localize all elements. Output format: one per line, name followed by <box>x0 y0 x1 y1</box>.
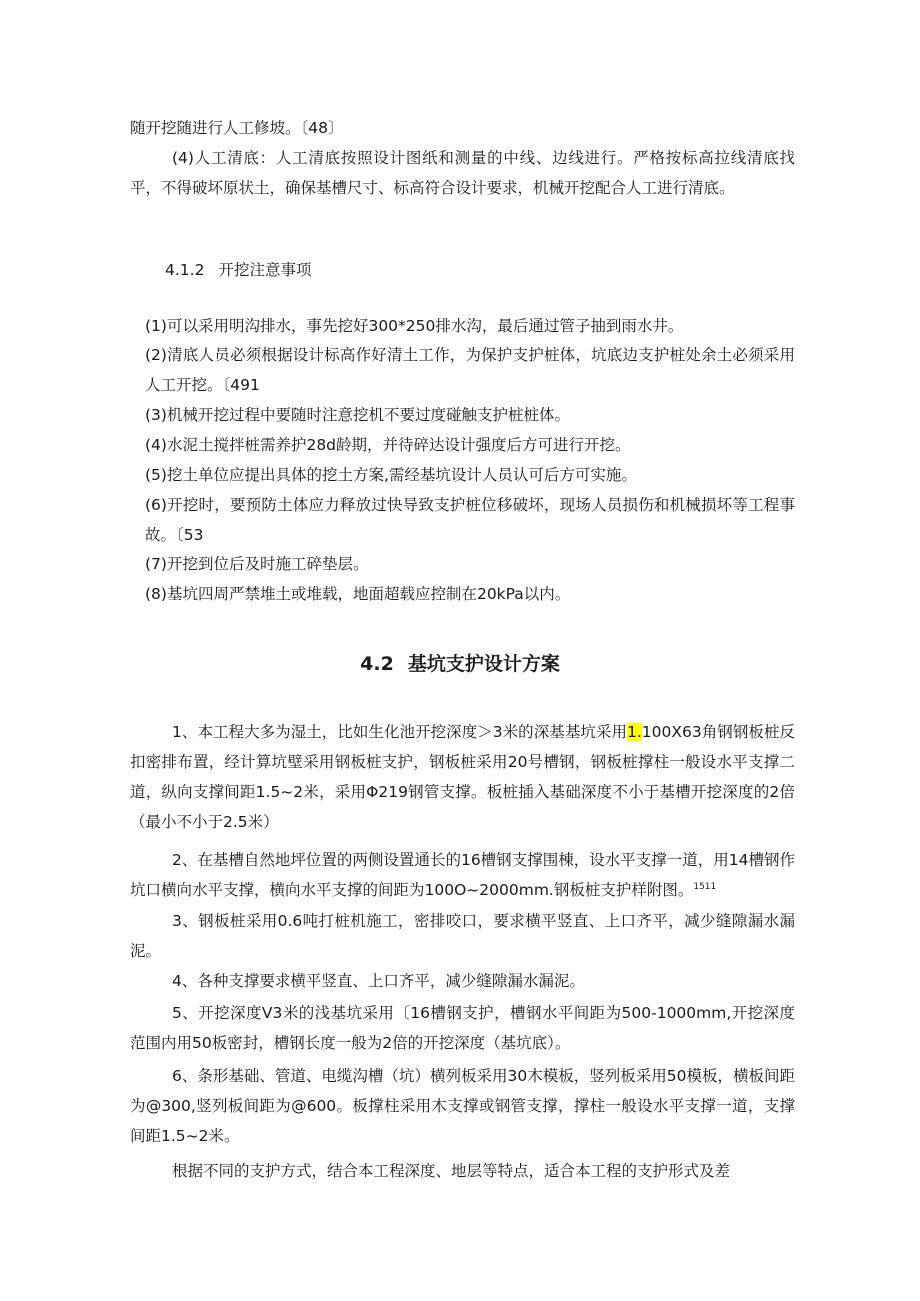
support-item-2-text: 2、在基槽自然地坪位置的两侧设置通长的16槽钢支撑围棟，设水平支撑一道，用14槽钢作坑口横向水平支撑，横向水平支撑的间距为100O~2000mm.钢板桩支护样附图。 <box>130 851 795 899</box>
note-item: (7)开挖到位后及时施工碎垫层。 <box>145 555 369 573</box>
note-item: (4)水泥土搅拌桩需养护28d龄期，并待碎达设计强度后方可进行开挖。 <box>145 436 631 454</box>
highlighted-text: 1. <box>627 723 642 741</box>
subsection-heading <box>165 255 311 285</box>
support-item-1-text: 1、本工程大多为湿土，比如生化池开挖深度＞3米的深基基坑采用 <box>172 723 627 741</box>
note-item: (2)清底人员必须根据设计标高作好清土工作，为保护支护桩体，坑底边支护桩处余土必须采用人工开挖。〔491 <box>145 346 795 394</box>
section-title: 基坑支护设计方案 <box>407 653 560 675</box>
support-item-2 <box>130 845 795 905</box>
support-item-5: 5、开挖深度V3米的浅基坑采用〔16槽钢支护，槽钢水平间距为500-1000mm,开挖深度范围内用50板密封，槽钢长度一般为2倍的开挖深度（基坑底）。 <box>130 1004 795 1052</box>
support-item-3: 3、钢板桩采用0.6吨打桩机施工，密排咬口，要求横平竖直、上口齐平，减少缝隙漏水漏泥。 <box>130 912 795 960</box>
note-item: (8)基坑四周严禁堆土或堆载，地面超载应控制在20kPa以内。 <box>145 585 571 603</box>
note-item: (6)开挖时，要预防土体应力释放过快导致支护桩位移破坏，现场人员损伤和机械损坏等工程事故。〔53 <box>145 496 795 544</box>
section-number: 4.2 <box>360 653 394 675</box>
support-item-4: 4、各种支撑要求横平竖直、上口齐平，减少缝隙漏水漏泥。 <box>172 972 585 990</box>
support-item-1 <box>130 717 795 837</box>
section-heading <box>0 649 920 679</box>
note-item: (1)可以采用明沟排水，事先挖好300*250排水沟，最后通过管子抽到雨水井。 <box>145 317 684 335</box>
support-item-6: 6、条形基础、管道、电缆沟槽（坑）横列板采用30木模板，竖列板采用50模板，横板间距为@300,竖列板间距为@600。板撑柱采用木支撑或钢管支撑，撑柱一般设水平支撑一道，支撑间距1.5~2米。 <box>130 1067 795 1145</box>
subsection-number: 4.1.2 <box>165 261 205 279</box>
support-item-1-cont: 100X63角钢钢板桩反扣密排布置，经计算坑壁采用钢板桩支护，钢板桩采用20号槽钢，钢板桩撑柱一般设水平支撑二道，纵向支撑间距1.5~2米，采用Φ219钢管支撑。板桩插入基础深度不小于基槽开挖深度的2倍（最小不小于2.5米） <box>130 723 795 831</box>
subsection-title: 开挖注意事项 <box>218 261 312 279</box>
paragraph-summary: 根据不同的支护方式，结合本工程深度、地层等特点，适合本工程的支护形式及差 <box>172 1162 731 1180</box>
paragraph-manual-cleaning: (4)人工清底：人工清底按照设计图纸和测量的中线、边线进行。严格按标高拉线清底找平，不得破坏原状土，确保基槽尺寸、标高符合设计要求，机械开挖配合人工进行清底。 <box>130 149 795 197</box>
citation-superscript: 1511 <box>693 881 717 892</box>
note-item: (3)机械开挖过程中要随时注意挖机不要过度碰触支护桩桩体。 <box>145 406 570 424</box>
paragraph-slope-repair: 随开挖随进行人工修坡。〔48〕 <box>130 119 344 137</box>
note-item: (5)挖土单位应提出具体的挖土方案,需经基坑设计人员认可后方可实施。 <box>145 466 637 484</box>
